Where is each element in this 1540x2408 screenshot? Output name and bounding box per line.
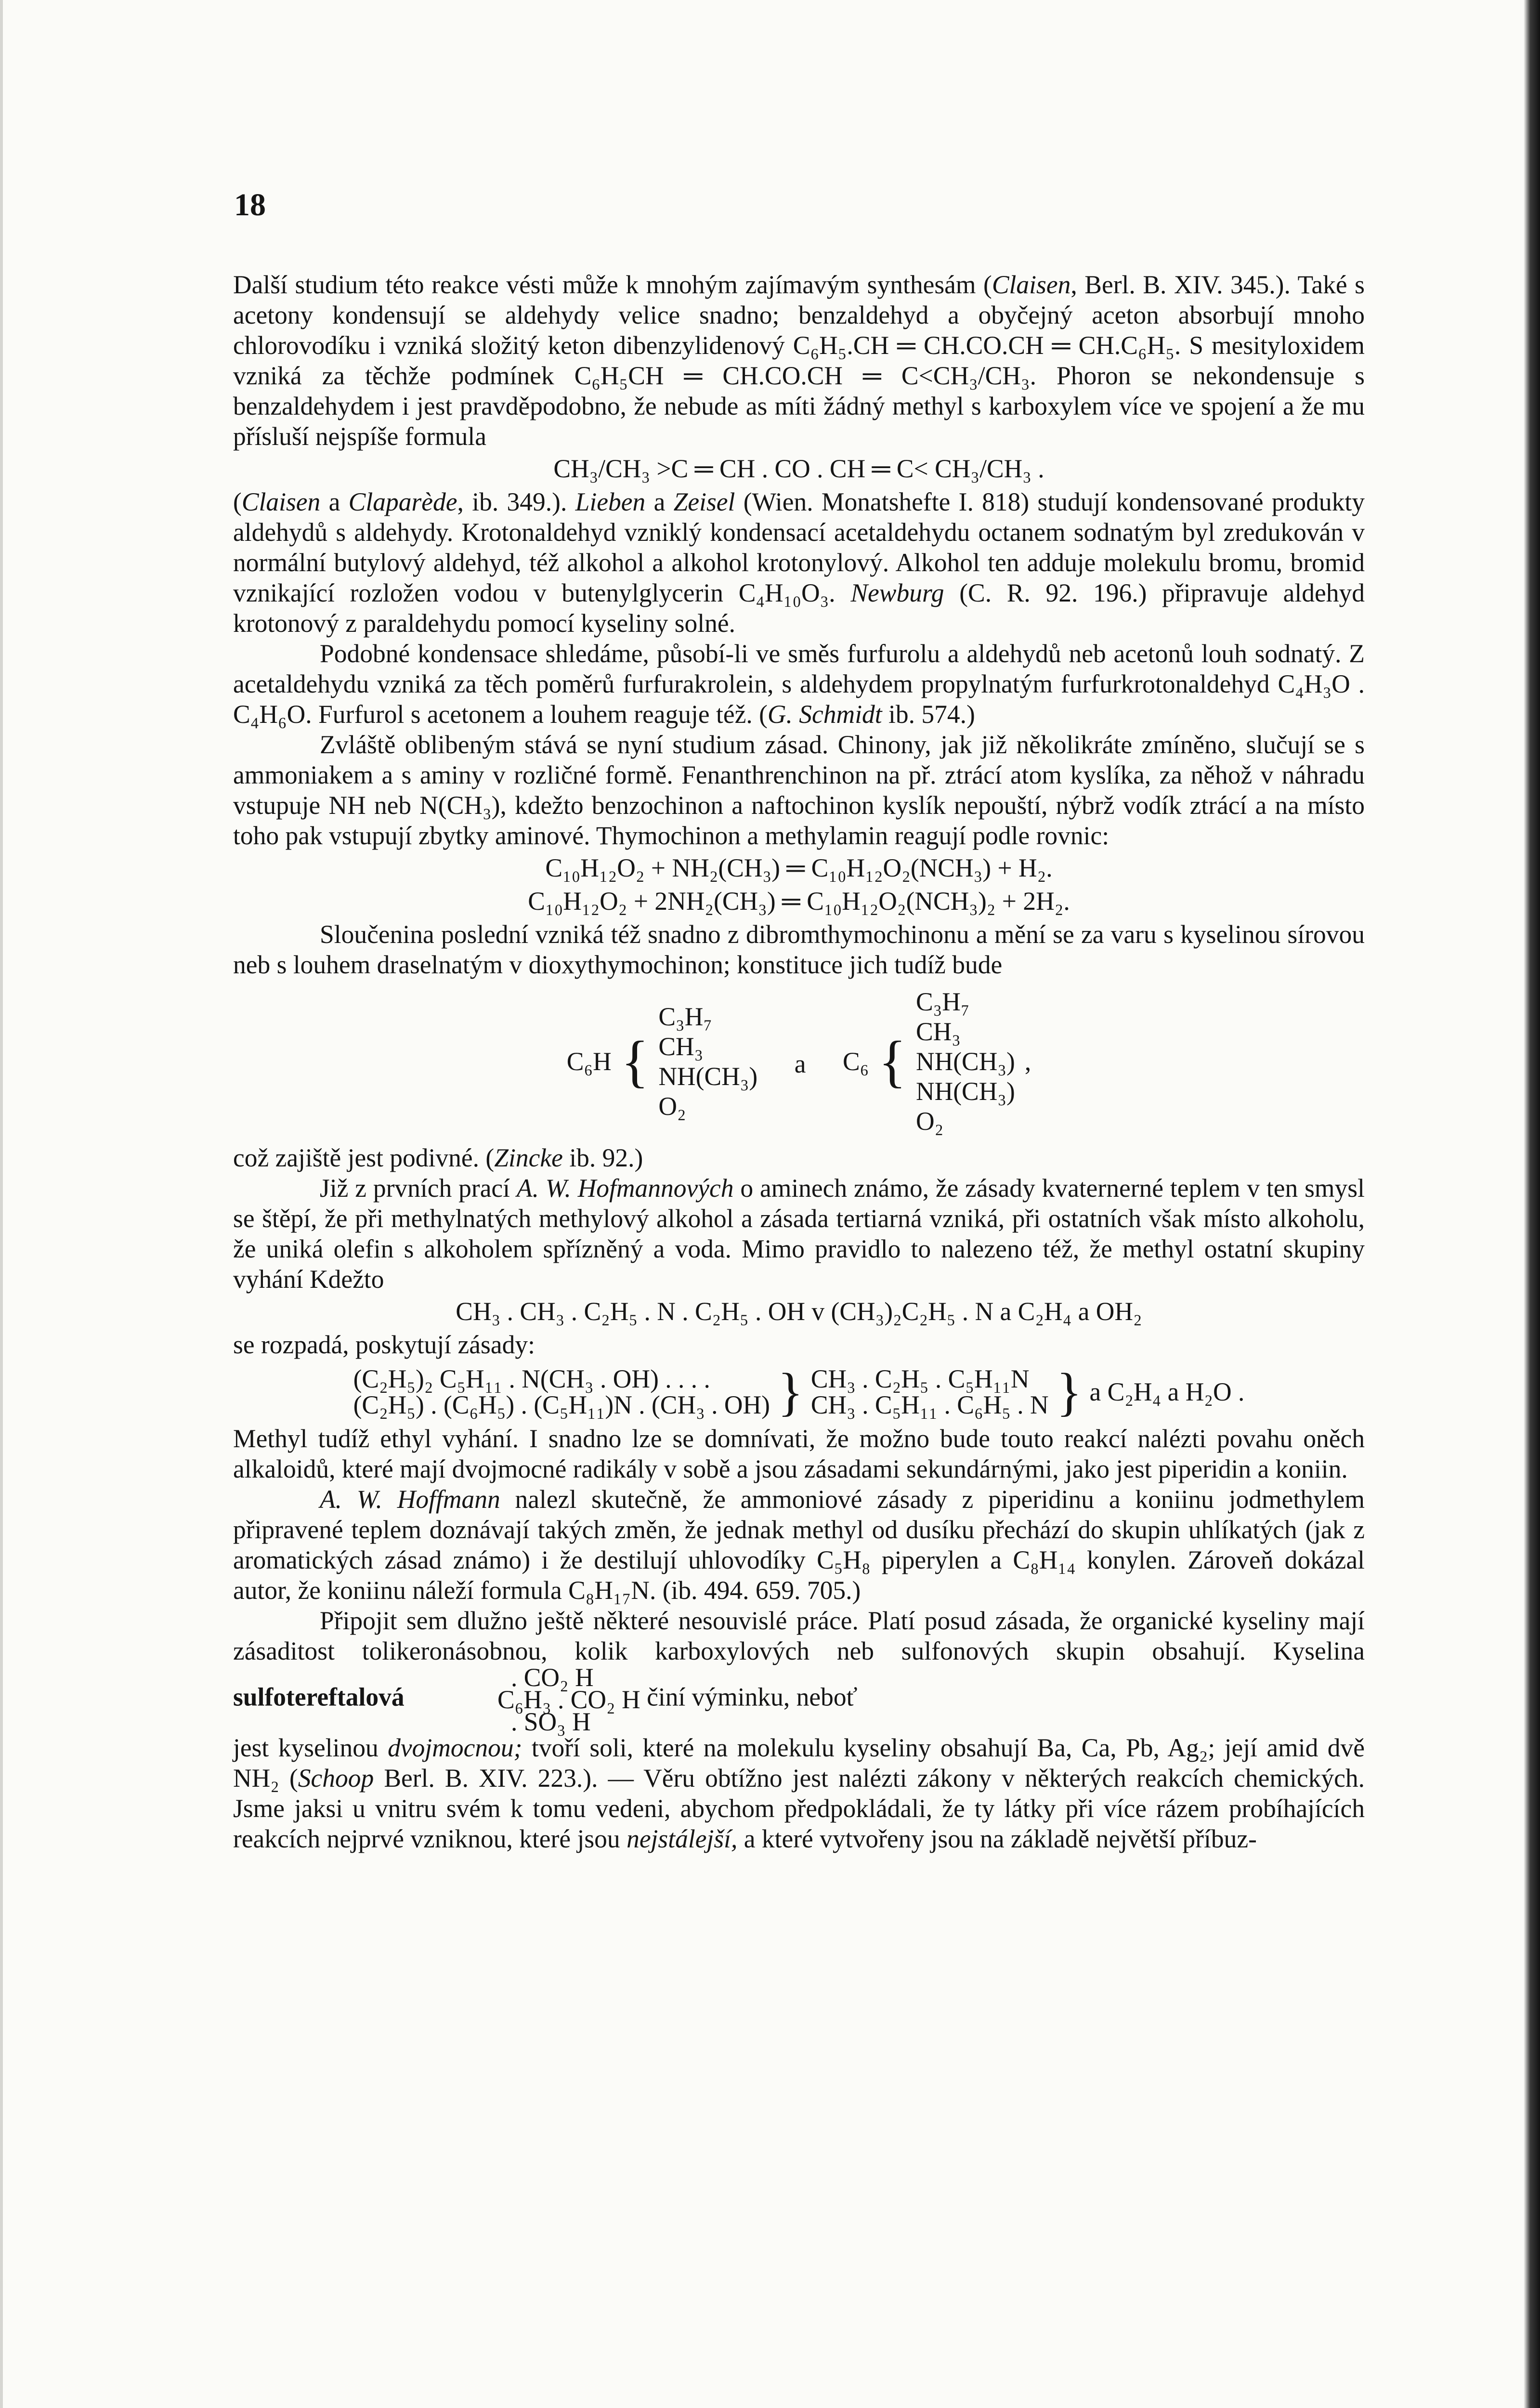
structure-left: C₆H { C₃H₇ CH₃ NH(CH₃) O₂: [566, 1002, 758, 1121]
page-left-edge: [0, 0, 3, 2408]
paragraph-zincke: což zajiště jest podivné. (Zincke ib. 92.): [233, 1143, 643, 1172]
brace-icon: {: [878, 1029, 906, 1093]
paragraph-claisen-synthesis: Další studium této reakce vésti může k mnohým zajímavým synthesám (Claisen, Berl. B. XIV. 345.). Také s acetony kondensují se aldehydy velice snadno; benzaldehyd a obyčejný aceton absorbují mnoho chlorovodíku i vzniká složitý keton dibenzylidenový C₆H₅.CH ═ CH.CO.CH ═ CH.C₆H₅. S mesityloxidem vzniká za těchže podmínek C₆H₅CH ═ CH.CO.CH ═ C<CH₃/CH₃. Phoron se nekondensuje s benzaldehydem i jest pravděpodobno, že nebude as míti žádný methyl s karboxylem více ve spojení a že mu přísluší nejspíše formula: [233, 270, 1365, 451]
paragraph-methyl-ethyl: Methyl tudíž ethyl vyhání. I snadno lze se domnívati, že možno bude touto reakcí nalézti povahu oněch alkaloidů, které mají dvojmocné radikály v sobě a jsou zásadami sekundárnými, jako jest piperidin a koniin.: [233, 1424, 1365, 1483]
paragraph-hoffmann-piperidin: A. W. Hoffmann nalezl skutečně, že ammoniové zásady z piperidinu a koniinu jodmethylem připravené teplem doznávají takých změn, že jednak methyl od dusíku přechází do skupin uhlíkatých (jak z aromatických zásad známo) i že destilují uhlovodíky C₅H₈ piperylen a C₈H₁₄ konylen. Zároveň dokázal autor, že koniinu náleží formula C₈H₁₇N. (ib. 494. 659. 705.): [233, 1485, 1365, 1605]
equation-thymochinon-2: C₁₀H₁₂O₂ + 2NH₂(CH₃) ═ C₁₀H₁₂O₂(NCH₃)₂ + 2H₂.: [528, 887, 1070, 916]
equation-bases: (C₂H₅)₂ C₅H₁₁ . N(CH₃ . OH) . . . . (C₂H₅) . (C₆H₅) . (C₅H₁₁)N . (CH₃ . OH) } CH₃ . C₂H₅ . C₅H₁₁N CH₃ . C₅H₁₁ . C₆H₅ . N } a C₂H₄ a H₂O .: [353, 1362, 1245, 1421]
structure-right: C₆ { C₃H₇ CH₃ NH(CH₃) NH(CH₃) O₂ ,: [843, 987, 1031, 1136]
paragraph-lieben-zeisel: (Claisen a Claparède, ib. 349.). Lieben a Zeisel (Wien. Monatshefte I. 818) studují kondensované produkty aldehydů s aldehydy. Krotonaldehyd vzniklý kondensací acetaldehydu octanem sodnatým byl zredukován v normální butylový aldehyd, též alkohol a alkohol krotonylový. Alkohol ten adduje molekulu bromu, bromid vznikající rozložen vodou v butenylglycerin C₄H₁₀O₃. Newburg (C. R. 92. 196.) připravuje aldehyd krotonový z paraldehydu pomocí kyseliny solné.: [233, 487, 1365, 638]
paragraph-dibromthymochinon: Sloučenina poslední vzniká též snadno z dibromthymochinonu a mění se za varu s kyselinou sírovou neb s louhem draselnatým v dioxythymochinon; konstituce jich tudíž bude: [233, 920, 1365, 979]
page-binding-shadow: [1524, 0, 1540, 2408]
paragraph-sulfotereftalova: Připojit sem dlužno ještě některé nesouvislé práce. Platí posud zásada, že organické kyseliny mají zásaditost tolikeronásobnou, kolik karboxylových neb sulfonových skupin obsahují. Kyselina sulfotereftalová . CO₂ H C₆H₃ . CO₂ H . SO₃ H činí výminku, neboť: [233, 1606, 1365, 1736]
brace-icon: {: [621, 1029, 649, 1093]
paragraph-hofmann-amines: Již z prvních prací A. W. Hofmannových o aminech známo, že zásady kvaternerné teplem v ten smysl se štěpí, že při methylnatých methylový alkohol a zásada tertiarná vzniká, při ostatních však místo alkoholu, že uniká olefin s alkoholem spřízněný a voda. Mimo pravidlo to nalezeno též, že methyl ostatní skupiny vyhání Kdežto: [233, 1174, 1365, 1294]
paragraph-se-rozpada: se rozpadá, poskytují zásady:: [233, 1330, 535, 1359]
constitution-structures: C₆H { C₃H₇ CH₃ NH(CH₃) O₂ a C₆ { C₃H₇ CH₃ NH(CH₃) NH(CH₃) O₂ ,: [566, 987, 1031, 1136]
brace-icon: }: [778, 1362, 803, 1421]
paragraph-dvojmocna: jest kyselinou dvojmocnou; tvoří soli, které na molekulu kyseliny obsahují Ba, Ca, Pb, Ag₂; její amid dvě NH₂ (Schoop Berl. B. XIV. 223.). — Věru obtížno jest nalézti zákony v některých reakcích chemických. Jsme jaksi u vnitru svém k tomu vedeni, abychom předpokládali, že ty látky při více rázem probíhajících reakcích nejprvé vzniknou, které jsou nejstálejší, a které vytvořeny jsou na základě největší příbuz-: [233, 1733, 1365, 1853]
equation-quaternary-base: CH₃ . CH₃ . C₂H₅ . N . C₂H₅ . OH v (CH₃)₂C₂H₅ . N a C₂H₄ a OH₂: [456, 1297, 1142, 1326]
page-number: 18: [234, 187, 266, 222]
phoron-formula: CH₃/CH₃ >C ═ CH . CO . CH ═ C< CH₃/CH₃ .: [553, 454, 1044, 483]
equation-thymochinon-1: C₁₀H₁₂O₂ + NH₂(CH₃) ═ C₁₀H₁₂O₂(NCH₃) + H₂.: [545, 853, 1053, 882]
paragraph-chinony: Zvláště oblibeným stává se nyní studium zásad. Chinony, jak již několikráte zmíněno, slučují se s ammoniakem a s aminy v rozličné formě. Fenanthrenchinon na př. ztrácí atom kyslíka, za něhož v náhradu vstupuje NH neb N(CH₃), kdežto benzochinon a naftochinon kyslík nepouští, nýbrž vodík ztrácí a na místo toho pak vstupují zbytky aminové. Thymochinon a methylamin reagují podle rovnic:: [233, 730, 1365, 850]
paragraph-furfurol: Podobné kondensace shledáme, působí-li ve směs furfurolu a aldehydů neb acetonů louh sodnatý. Z acetaldehydu vzniká za těch poměrů furfurakrolein, s aldehydem propylnatým furfurkrotonaldehyd C₄H₃O . C₄H₆O. Furfurol s acetonem a louhem reaguje též. (G. Schmidt ib. 574.): [233, 639, 1365, 729]
brace-icon: }: [1056, 1362, 1082, 1421]
body-text: [233, 270, 1365, 1854]
